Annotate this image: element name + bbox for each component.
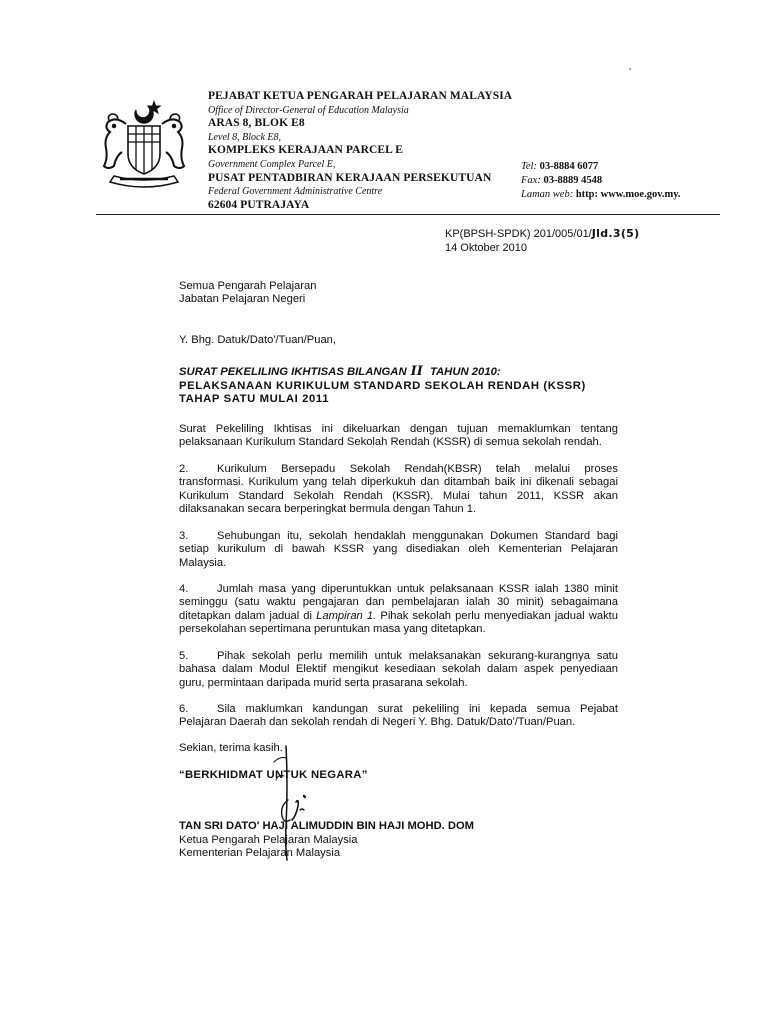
letterhead-address <box>208 90 518 212</box>
p4-line-1 <box>179 583 618 596</box>
signatory-name: TAN SRI DATO' HAJI ALIMUDDIN BIN HAJI MOHD. DOM <box>179 820 474 832</box>
p3-line-1 <box>179 530 618 543</box>
subject-block <box>179 365 586 407</box>
p6-line-1 <box>179 703 618 716</box>
paragraph-6 <box>179 703 618 730</box>
p4-number: 4. <box>179 583 189 595</box>
subject-line-2: PELAKSANAAN KURIKULUM STANDARD SEKOLAH RENDAH (KSSR) <box>179 379 586 392</box>
closing-line: Sekian, terima kasih. <box>179 742 283 754</box>
reference-block <box>445 227 639 255</box>
p4-line-1-text: Jumlah masa yang diperuntukkan untuk pelaksanaan KSSR ialah 1380 minit <box>217 583 618 595</box>
p3-line-2: setiap kurikulum di bawah KSSR yang disediakan oleh Kementerian Pelajaran <box>179 543 618 556</box>
paragraph-1 <box>179 423 618 450</box>
reference-code <box>445 227 639 242</box>
p4-line-3 <box>179 610 618 623</box>
web-value: http: www.moe.gov.my. <box>575 189 681 200</box>
p2-line-4: dilaksanakan secara berperingkat bermula dengan Tahun 1. <box>179 503 477 516</box>
tel-line <box>521 160 681 174</box>
recipient-block <box>179 280 316 307</box>
reference-code-handwritten: Jld.3(5) <box>591 227 640 240</box>
salutation <box>179 334 336 347</box>
p4-appendix-ref: Lampiran 1. <box>316 609 377 622</box>
paragraph-4 <box>179 583 618 637</box>
level-en: Level 8, Block E8, <box>208 131 282 143</box>
p3-line-1-text: Sehubungan itu, sekolah hendaklah menggunakan Dokumen Standard bagi <box>217 530 618 542</box>
subject-line-1 <box>179 365 586 380</box>
p1-line-2: pelaksanaan Kurikulum Standard Sekolah Rendah (KSSR) di semua sekolah rendah. <box>179 436 602 449</box>
scan-speck <box>629 68 631 70</box>
p3-number: 3. <box>179 530 189 542</box>
letter-date: 14 Oktober 2010 <box>445 241 527 254</box>
fax-value: 03-8889 4548 <box>543 175 603 186</box>
fax-label: Fax: <box>521 175 541 186</box>
p2-line-1-text: Kurikulum Bersepadu Sekolah Rendah(KBSR) telah melalui proses <box>217 463 618 475</box>
level-ms: ARAS 8, BLOK E8 <box>208 117 305 130</box>
dept-name-en: Office of Director-General of Education Malaysia <box>208 104 409 116</box>
recipient-line-2: Jabatan Pelajaran Negeri <box>179 293 306 306</box>
dept-name-ms: PEJABAT KETUA PENGARAH PELAJARAN MALAYSIA <box>208 90 513 102</box>
complex-en: Government Complex Parcel E, <box>208 158 336 170</box>
p2-number: 2. <box>179 463 189 475</box>
p6-number: 6. <box>179 703 189 715</box>
subject-line-3: TAHAP SATU MULAI 2011 <box>179 393 330 405</box>
p1-line-1: Surat Pekeliling Ikhtisas ini dikeluarkan dengan tujuan memaklumkan tentang <box>179 423 618 435</box>
contact-block <box>521 160 681 202</box>
p2-line-2: transformasi. Kurikulum yang telah diperkukuh dan ditambah baik ini dikenali sebagai <box>179 476 618 489</box>
p5-line-2: bahasa dalam Modul Elektif mengikut kesediaan sekolah dalam aspek penyediaan <box>179 663 618 676</box>
paragraph-3 <box>179 530 618 570</box>
coat-of-arms-emblem <box>96 96 192 190</box>
p4-line-3-b: Pihak sekolah perlu menyediakan jadual waktu <box>380 609 618 622</box>
recipient-line-1: Semua Pengarah Pelajaran <box>179 280 317 292</box>
tel-label: Tel: <box>521 161 537 172</box>
p5-line-3: guru, permintaan daripada murid serta prasarana sekolah. <box>179 676 468 689</box>
p5-number: 5. <box>179 650 189 662</box>
complex-ms: KOMPLEKS KERAJAAN PARCEL E <box>208 144 404 157</box>
p6-line-2: Pelajaran Daerah dan sekolah rendah di Negeri Y. Bhg. Datuk/Dato'/Tuan/Puan. <box>179 716 576 729</box>
reference-code-printed: KP(BPSH-SPDK) 201/005/01/ <box>445 228 592 240</box>
p6-line-1-text: Sila maklumkan kandungan surat pekeliling ini kepada semua Pejabat <box>217 703 618 715</box>
p2-line-1 <box>179 463 618 476</box>
web-line <box>521 188 681 202</box>
p5-line-1 <box>179 650 618 663</box>
centre-en: Federal Government Administrative Centre <box>208 186 383 198</box>
signatory-org: Kementerian Pelajaran Malaysia <box>179 847 341 859</box>
letterhead-divider <box>96 214 720 215</box>
subject-year: TAHUN 2010: <box>429 366 501 378</box>
p2-line-3: Kurikulum Standard Sekolah Rendah (KSSR). Mulai tahun 2011, KSSR akan <box>179 489 618 502</box>
signatory-title: Ketua Pengarah Pelajaran Malaysia <box>179 833 358 846</box>
subject-circular-title: SURAT PEKELILING IKHTISAS BILANGAN <box>179 366 407 378</box>
p4-line-4: persekolahan sepertimana peruntukan masa yang ditetapkan. <box>179 623 486 636</box>
centre-ms: PUSAT PENTADBIRAN KERAJAAN PERSEKUTUAN <box>208 171 492 184</box>
paragraph-2 <box>179 463 618 517</box>
p4-line-3-a: ditetapkan dalam jadual di <box>179 609 313 622</box>
subject-circular-number: II <box>410 364 423 379</box>
postcode-city: 62604 PUTRAJAYA <box>208 198 310 211</box>
motto: “BERKHIDMAT UNTUK NEGARA” <box>179 769 368 781</box>
fax-line <box>521 174 681 188</box>
p3-line-3: Malaysia. <box>179 556 227 569</box>
web-label: Laman web: <box>521 189 574 200</box>
signatory-block <box>179 820 474 861</box>
p5-line-1-text: Pihak sekolah perlu memilih untuk melaksanakan sekurang-kurangnya satu <box>217 650 618 662</box>
salutation-text: Y. Bhg. Datuk/Dato'/Tuan/Puan, <box>179 334 336 346</box>
p4-line-2: seminggu (satu waktu pengajaran dan pembelajaran ialah 30 minit) sebagaimana <box>179 596 618 609</box>
paragraph-5 <box>179 650 618 690</box>
tel-value: 03-8884 6077 <box>539 161 599 172</box>
